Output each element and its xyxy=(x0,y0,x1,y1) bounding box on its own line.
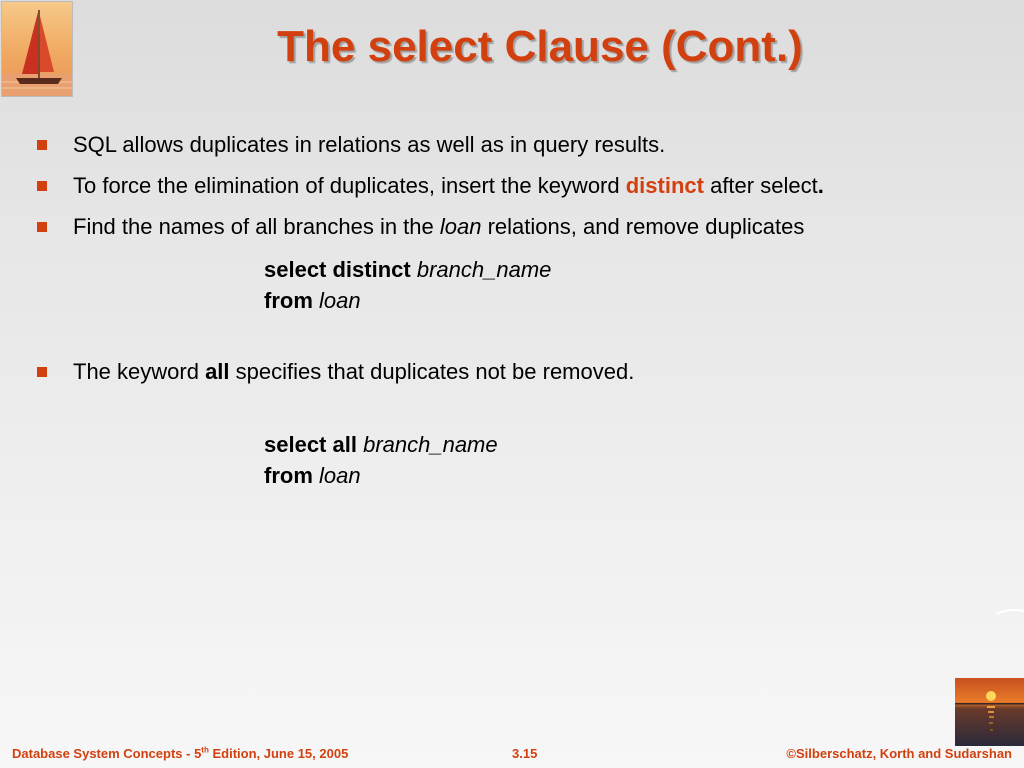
keyword-distinct: distinct xyxy=(625,173,704,198)
code-line: from loan xyxy=(264,463,361,488)
sailboat-logo xyxy=(1,1,73,97)
footer-page-number: 3.15 xyxy=(512,746,538,761)
decorative-swoosh xyxy=(996,608,1024,616)
footer-copyright: ©Silberschatz, Korth and Sudarshan xyxy=(786,746,1012,761)
footer-left: Database System Concepts - 5th Edition, June 15, 2005 xyxy=(12,745,349,761)
slide-title: The select Clause (Cont.) xyxy=(277,22,803,71)
square-bullet-icon xyxy=(37,367,47,377)
code-line: from loan xyxy=(264,288,361,313)
code-line: select all branch_name xyxy=(264,432,498,457)
bullet-text: The keyword all specifies that duplicates not be removed. xyxy=(73,359,635,384)
bullet-text: To force the elimination of duplicates, insert the keyword distinct after select. xyxy=(73,173,824,198)
square-bullet-icon xyxy=(37,140,47,150)
code-line: select distinct branch_name xyxy=(264,257,552,282)
square-bullet-icon xyxy=(37,222,47,232)
bullet-text: SQL allows duplicates in relations as well as in query results. xyxy=(73,132,666,157)
square-bullet-icon xyxy=(37,181,47,191)
keyword-all: all xyxy=(205,359,230,384)
sunset-image xyxy=(955,678,1024,746)
bullet-text: Find the names of all branches in the loan relations, and remove duplicates xyxy=(73,214,805,239)
